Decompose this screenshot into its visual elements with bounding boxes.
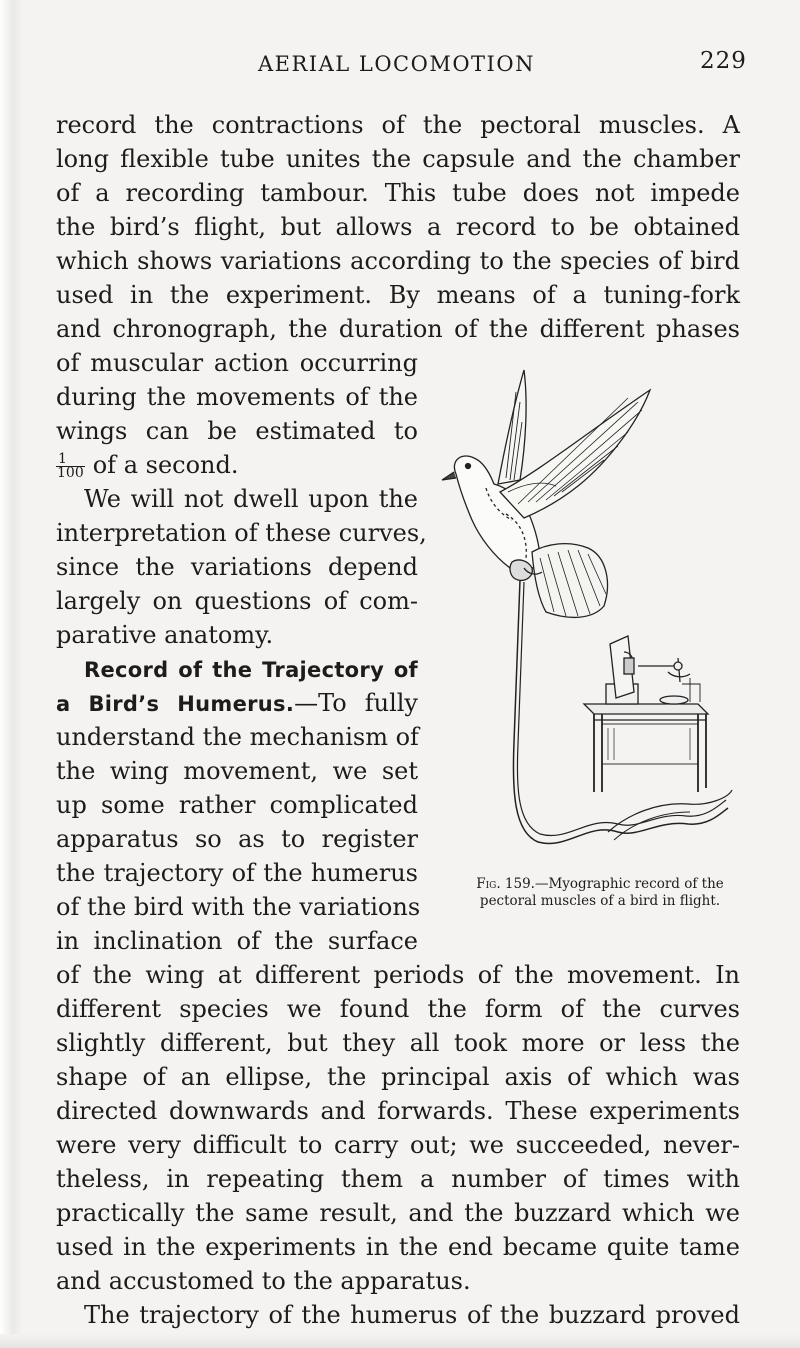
text-line: largely on questions of com- (56, 587, 418, 615)
fraction-line (56, 448, 418, 482)
text-line: which shows variations according to the species of bird (56, 247, 740, 275)
figure-caption-text: pectoral muscles of a bird in flight. (479, 893, 721, 909)
text-line: long flexible tube unites the capsule and the chamber (56, 145, 740, 173)
text-line: and chronograph, the duration of the different phases (56, 315, 740, 343)
text-line: of the bird with the variations (56, 893, 421, 921)
section-heading: Record of the Trajectory of (84, 658, 418, 682)
text-line: up some rather complicated (56, 791, 418, 819)
text-line: used in the experiment. By means of a tuning-fork (56, 281, 740, 309)
fraction-numerator: 1 (56, 453, 85, 467)
page-edge-shadow (0, 0, 22, 1348)
text-line: of muscular action occurring (56, 349, 418, 377)
section-heading-line (56, 652, 418, 687)
figure-caption-text: —Myographic record of the (534, 876, 724, 892)
text-line: interpretation of these curves, (56, 519, 427, 547)
text-line: We will not dwell upon the (84, 485, 418, 513)
text-line: theless, in repeating them a number of times with (56, 1165, 740, 1193)
text-line: of the wing at different periods of the movement. In (56, 961, 740, 989)
figure-caption (436, 876, 764, 910)
text-line: during the movements of the (56, 383, 418, 411)
fraction-denominator: 100 (57, 465, 84, 481)
running-head: AERIAL LOCOMOTION (258, 52, 535, 76)
heading-tail: —To fully (294, 689, 418, 717)
text-line: the wing movement, we set (56, 757, 418, 785)
text-line: since the variations depend (56, 553, 418, 581)
figure-label: Fig. 159. (476, 876, 535, 892)
text-line: record the contractions of the pectoral muscles. A (56, 111, 740, 139)
bird-myograph-illustration (428, 362, 758, 862)
text-line: apparatus so as to register (56, 825, 418, 853)
text-line: practically the same result, and the buzzard which we (56, 1199, 740, 1227)
page-bottom-shadow (0, 1334, 800, 1348)
text-line: slightly different, but they all took more or less the (56, 1029, 740, 1057)
text-line: of a recording tambour. This tube does not impede (56, 179, 740, 207)
text-line: in inclination of the surface (56, 927, 418, 955)
text-line: wings can be estimated to (56, 417, 418, 445)
text-line: parative anatomy. (56, 621, 274, 649)
text-line: the bird’s flight, but allows a record to be obtained (56, 213, 740, 241)
fraction (56, 453, 85, 480)
section-heading: a Bird’s Humerus. (56, 692, 295, 716)
section-heading-line (56, 686, 418, 721)
text-line: understand the mechanism of (56, 723, 419, 751)
text-line: different species we found the form of the curves (56, 995, 740, 1023)
text-line: directed downwards and forwards. These experiments (56, 1097, 740, 1125)
text-line: shape of an ellipse, the principal axis of which was (56, 1063, 740, 1091)
text-line: were very difficult to carry out; we succeeded, never- (56, 1131, 740, 1159)
text-line: used in the experiments in the end became quite tame (56, 1233, 740, 1261)
page-number: 229 (700, 48, 747, 74)
fraction-tail: of a second. (92, 451, 239, 479)
text-line: The trajectory of the humerus of the buzzard proved (84, 1301, 740, 1329)
text-line: the trajectory of the humerus (56, 859, 418, 887)
text-line: and accustomed to the apparatus. (56, 1267, 471, 1295)
